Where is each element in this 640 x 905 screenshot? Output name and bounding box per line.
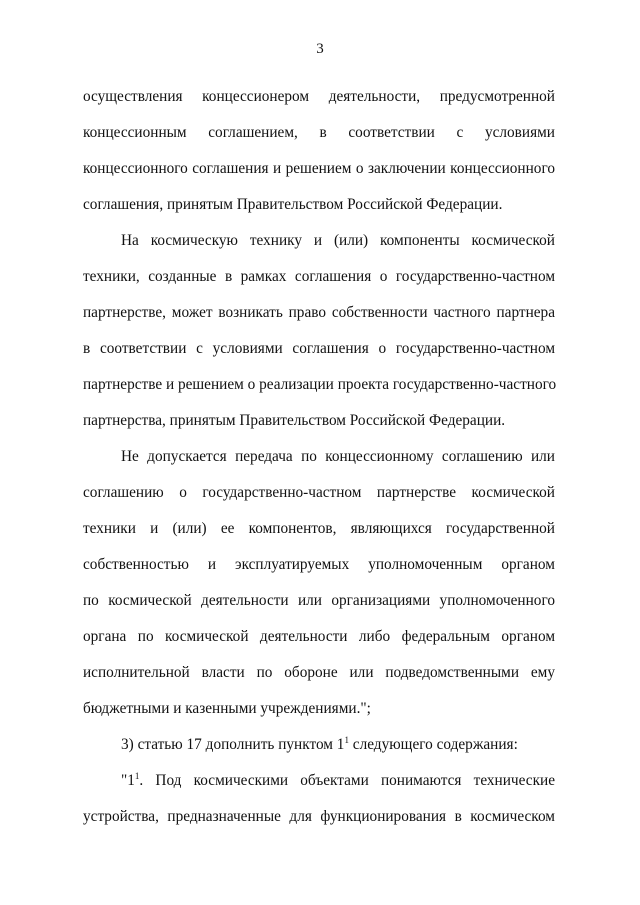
word: (или) xyxy=(333,232,369,249)
word: космическую xyxy=(150,232,238,249)
word: На xyxy=(121,232,139,249)
word: органом xyxy=(501,556,555,573)
word: компонентов, xyxy=(248,520,337,537)
quote-text-start: "1 xyxy=(121,772,135,789)
text-line: органа по космической деятельности либо федеральным органом xyxy=(83,628,555,645)
text-line: партнерстве, может возникать право собственности частного партнера xyxy=(83,304,555,321)
word: ее xyxy=(220,520,235,537)
text-line: концессионного соглашения и решением о заключении концессионного xyxy=(83,160,555,177)
text-line: в соответствии с условиями соглашения о государственно-частном xyxy=(83,340,555,357)
amendment-text-end: следующего содержания: xyxy=(348,736,518,753)
quoted-paragraph-first-line xyxy=(121,771,555,791)
paragraph-first-line xyxy=(121,231,555,251)
word: о xyxy=(179,484,187,501)
word: уполномоченным xyxy=(368,556,483,573)
word: соглашению xyxy=(83,484,164,501)
word: с xyxy=(456,124,464,141)
text-line xyxy=(83,123,555,143)
word: компоненты xyxy=(380,232,460,249)
word: государственной xyxy=(445,520,555,537)
word: условиями xyxy=(484,124,555,141)
word: и xyxy=(207,556,217,573)
word: партнерстве xyxy=(376,484,457,501)
word: технику xyxy=(249,232,303,249)
text-line: партнерства, принятым Правительством Российской Федерации. xyxy=(83,412,506,429)
page-number: 3 xyxy=(316,41,324,57)
quote-text-end: . Под космическими объектами понимаются технические xyxy=(139,772,555,789)
word: деятельности, xyxy=(328,88,421,105)
word: осуществления xyxy=(83,88,183,105)
word: являющихся xyxy=(350,520,432,537)
text-line: техники, созданные в рамках соглашения о государственно-частном xyxy=(83,268,555,285)
text-line: исполнительной власти по обороне или подведомственными ему xyxy=(83,664,555,681)
word: государственно-частном xyxy=(202,484,362,501)
paragraph-first-line: Не допускается передача по концессионному соглашению или xyxy=(121,448,555,465)
word: собственностью xyxy=(83,556,189,573)
word: и xyxy=(150,520,159,537)
superscript: 1 xyxy=(344,734,349,745)
text-line: партнерстве и решением о реализации проекта государственно-частного xyxy=(83,376,557,393)
amendment-item xyxy=(121,735,555,755)
word: в xyxy=(319,124,327,141)
word: концессионным xyxy=(83,124,187,141)
word: эксплуатируемых xyxy=(235,556,350,573)
text-line xyxy=(83,483,555,503)
word: и xyxy=(313,232,323,249)
text-line: бюджетными и казенными учреждениями."; xyxy=(83,700,371,717)
superscript: 1 xyxy=(134,770,140,781)
text-line: соглашения, принятым Правительством Российской Федерации. xyxy=(83,196,503,213)
word: соглашением, xyxy=(208,124,298,141)
word: предусмотренной xyxy=(439,88,555,105)
text-line xyxy=(83,87,555,107)
text-line xyxy=(83,519,555,539)
word: космической xyxy=(471,484,555,501)
word: концессионером xyxy=(202,88,310,105)
text-line xyxy=(83,555,555,575)
word: космической xyxy=(471,232,555,249)
word: техники xyxy=(83,520,136,537)
amendment-text-start: 3) статью 17 дополнить пунктом 1 xyxy=(121,736,345,753)
text-line: устройства, предназначенные для функционирования в космическом xyxy=(83,808,555,825)
word: соответствии xyxy=(348,124,435,141)
text-line: по космической деятельности или организациями уполномоченного xyxy=(83,592,555,609)
word: (или) xyxy=(172,520,207,537)
